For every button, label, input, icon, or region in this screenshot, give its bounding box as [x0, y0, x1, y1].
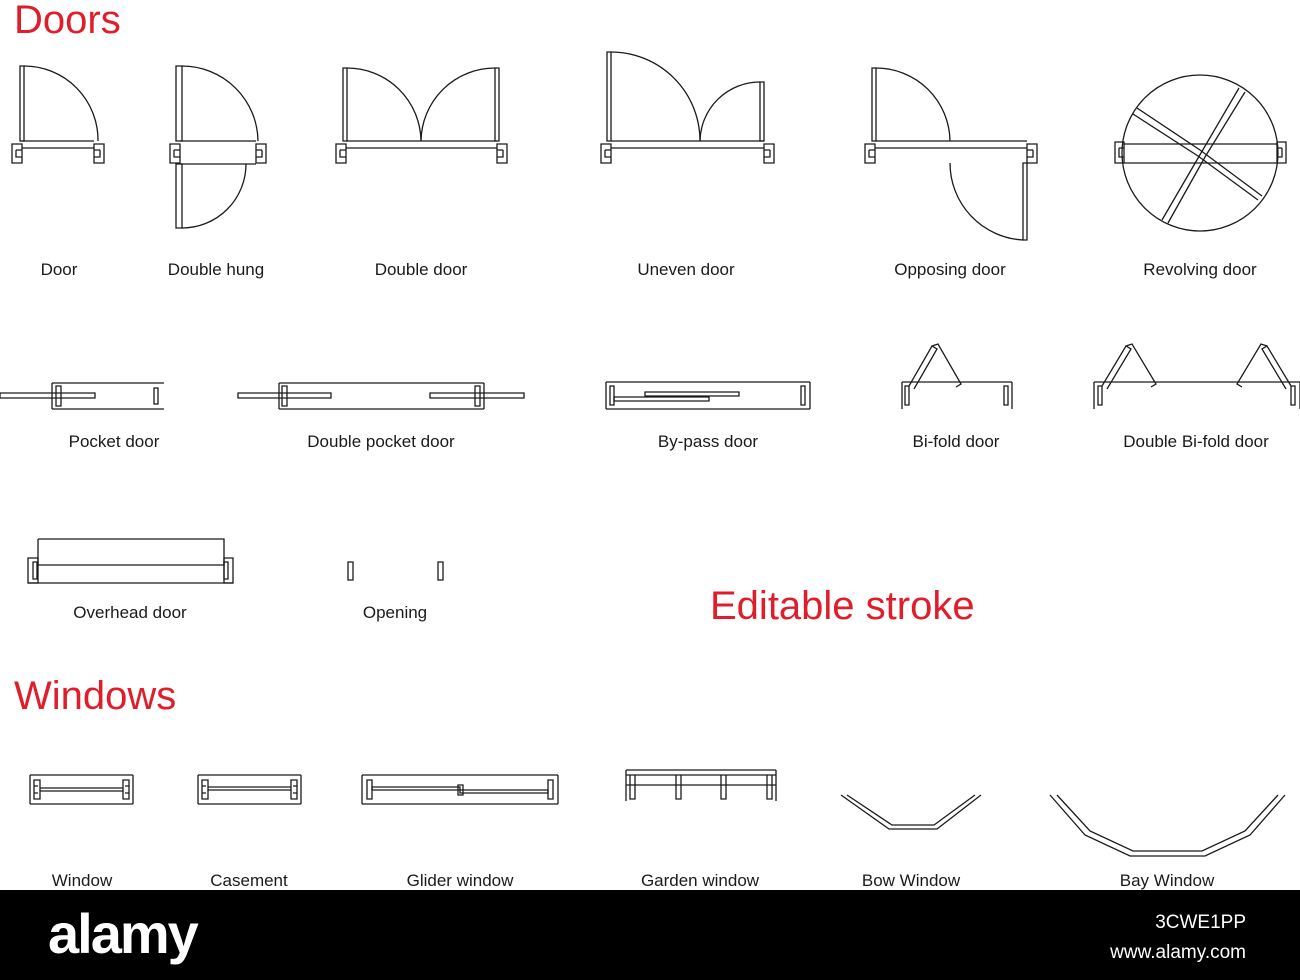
bi-fold-door-symbol	[902, 344, 1012, 409]
brand-logo: alamy	[48, 902, 197, 965]
pocket-door-symbol	[0, 383, 164, 409]
by-pass-door-symbol	[606, 382, 810, 409]
glider-window-label: Glider window	[406, 871, 514, 890]
pocket-door-label: Pocket door	[68, 432, 160, 451]
watermark-footer	[0, 890, 1300, 980]
bi-fold-door-label: Bi-fold door	[912, 432, 1000, 451]
double-door-label: Double door	[374, 260, 468, 279]
uneven-door-label: Uneven door	[637, 260, 735, 279]
double-pocket-door-symbol	[238, 383, 524, 409]
opposing-door-symbol	[865, 68, 1037, 240]
double-bi-fold-door-label: Double Bi-fold door	[1123, 432, 1269, 451]
door-label: Door	[40, 260, 78, 279]
doors-heading: Doors	[14, 0, 121, 42]
opposing-door-label: Opposing door	[894, 260, 1006, 279]
image-id: 3CWE1PP	[1155, 912, 1246, 933]
revolving-door-symbol	[1115, 75, 1286, 231]
casement-symbol	[198, 775, 301, 804]
windows-heading: Windows	[14, 674, 177, 718]
uneven-door-symbol	[601, 52, 774, 163]
site-url: www.alamy.com	[1110, 942, 1246, 963]
double-pocket-door-label: Double pocket door	[307, 432, 455, 451]
window-label: Window	[51, 871, 113, 890]
double-bi-fold-door-symbol	[1094, 344, 1300, 409]
revolving-door-label: Revolving door	[1143, 260, 1257, 279]
overhead-door-label: Overhead door	[73, 603, 187, 622]
casement-label: Casement	[210, 871, 288, 890]
bow-window-label: Bow Window	[861, 871, 961, 890]
opening-symbol	[348, 562, 443, 580]
double-hung-symbol	[170, 66, 266, 228]
glider-window-symbol	[362, 775, 558, 804]
bay-window-label: Bay Window	[1119, 871, 1215, 890]
bow-window-symbol	[841, 795, 981, 829]
double-hung-label: Double hung	[167, 260, 265, 279]
door-symbol	[12, 66, 104, 163]
by-pass-door-label: By-pass door	[657, 432, 759, 451]
garden-window-symbol	[626, 770, 776, 801]
double-door-symbol	[336, 68, 507, 163]
overhead-door-symbol	[28, 539, 233, 583]
garden-window-label: Garden window	[640, 871, 760, 890]
opening-label: Opening	[362, 603, 428, 622]
bay-window-symbol	[1050, 795, 1285, 856]
editable-stroke-note: Editable stroke	[710, 584, 975, 628]
window-symbol	[30, 775, 133, 804]
